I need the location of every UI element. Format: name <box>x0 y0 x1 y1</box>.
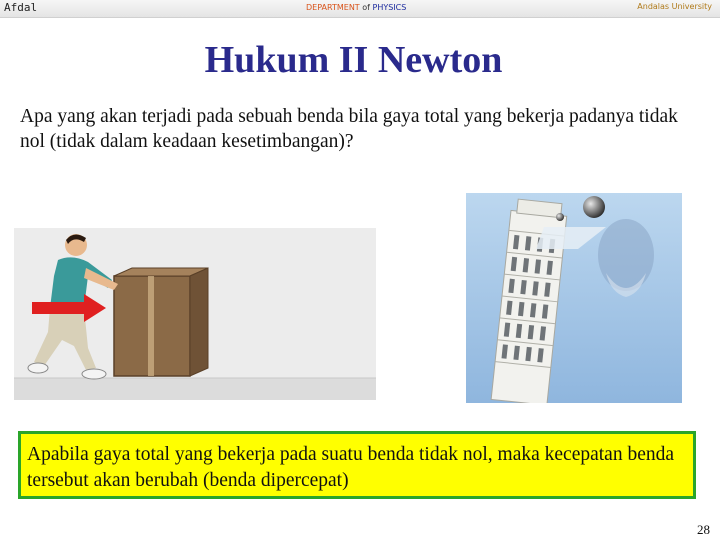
department-word: DEPARTMENT <box>306 3 360 12</box>
slide-title: Hukum II Newton <box>204 39 503 81</box>
department-of: of <box>362 3 370 12</box>
question-text: Apa yang akan terjadi pada sebuah benda bila gaya total yang bekerja padanya tidak nol (tidak dalam keadaan kesetimbangan)? <box>20 106 678 152</box>
university-name: Andalas University <box>637 2 712 11</box>
pisa-tower-galileo-illustration <box>466 193 682 403</box>
header-bar <box>0 0 720 18</box>
author-name: Afdal <box>4 1 38 14</box>
department-label <box>306 3 406 12</box>
page-number: 28 <box>697 522 710 537</box>
answer-box: Apabila gaya total yang bekerja pada suatu benda tidak nol, maka kecepatan benda tersebut akan berubah (benda dipercepat) <box>18 431 696 499</box>
man-pushing-box-illustration <box>14 228 376 400</box>
department-physics: PHYSICS <box>372 3 407 12</box>
